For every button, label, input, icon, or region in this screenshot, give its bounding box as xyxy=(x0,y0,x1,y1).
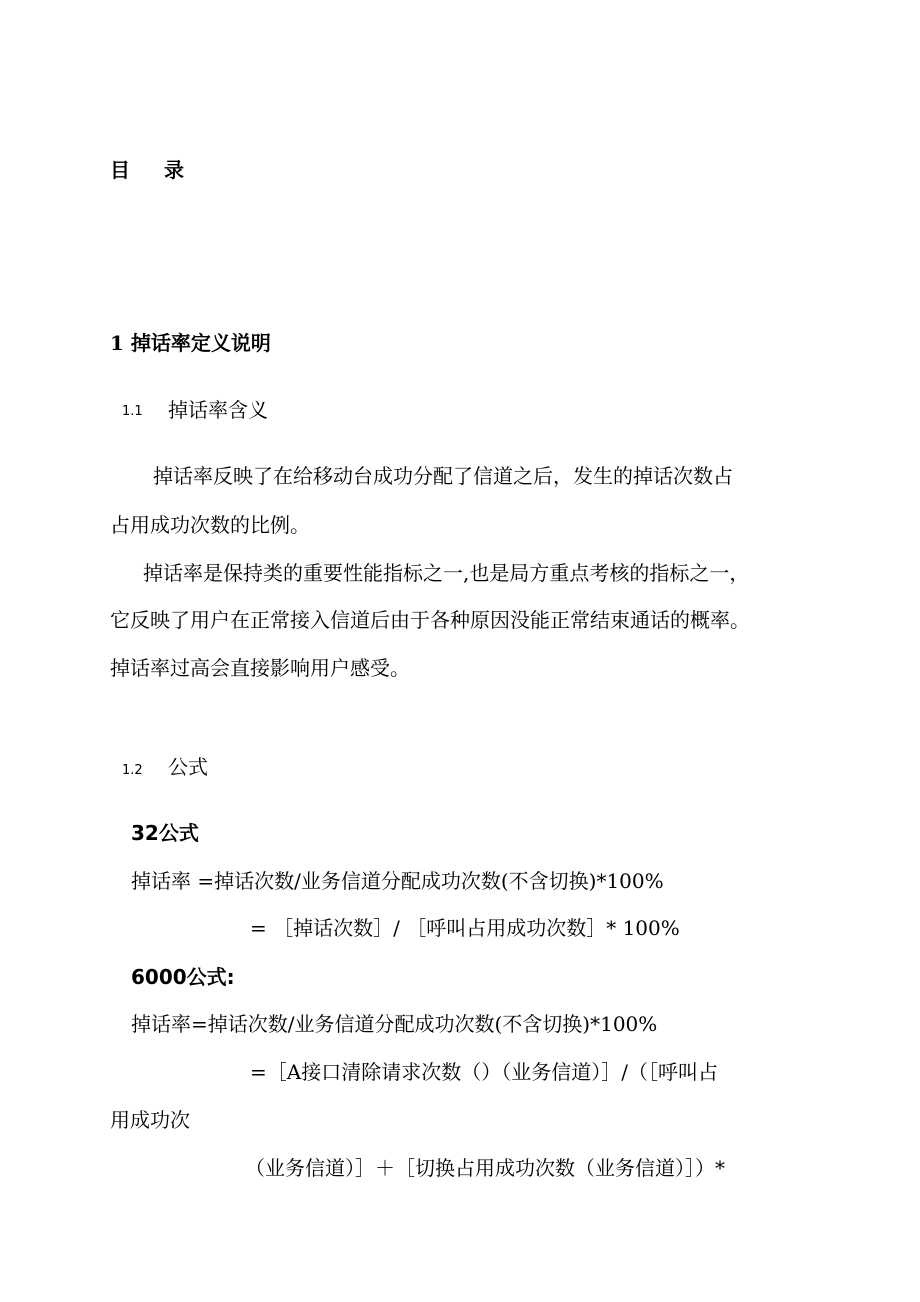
paragraph-line: 占用成功次数的比例。 xyxy=(110,513,310,537)
subsection-title: 公式 xyxy=(168,755,208,779)
paragraph-line: 它反映了用户在正常接入信道后由于各种原因没能正常结束通话的概率。 xyxy=(110,608,750,632)
formula-heading-32: 32公式 xyxy=(131,821,199,845)
toc-title-char1: 目 xyxy=(110,158,130,182)
formula-line: 掉话率 =掉话次数/业务信道分配成功次数(不含切换)*100% xyxy=(131,869,664,893)
section-heading: 1 掉话率定义说明 xyxy=(110,331,271,355)
subsection-number: 1.2 xyxy=(122,763,143,778)
toc-title-char2: 录 xyxy=(164,158,184,182)
formula-line: = ［掉话次数］/ ［呼叫占用成功次数］* 100% xyxy=(250,916,680,940)
paragraph-line: 掉话率反映了在给移动台成功分配了信道之后，发生的掉话次数占 xyxy=(153,464,733,488)
subsection-title: 掉话率含义 xyxy=(168,398,268,422)
formula-line: 掉话率=掉话次数/业务信道分配成功次数(不含切换)*100% xyxy=(131,1012,658,1036)
formula-line: （业务信道）］＋［切换占用成功次数（业务信道）］）* xyxy=(245,1156,725,1180)
formula-heading-6000: 6000公式: xyxy=(131,965,235,989)
formula-line: =［A接口清除请求次数（）（业务信道）］/（［呼叫占 xyxy=(250,1060,718,1084)
subsection-number: 1.1 xyxy=(122,404,143,419)
paragraph-line: 掉话率过高会直接影响用户感受。 xyxy=(110,656,410,680)
formula-line: 用成功次 xyxy=(110,1108,190,1132)
paragraph-line: 掉话率是保持类的重要性能指标之一,也是局方重点考核的指标之一， xyxy=(143,561,750,585)
